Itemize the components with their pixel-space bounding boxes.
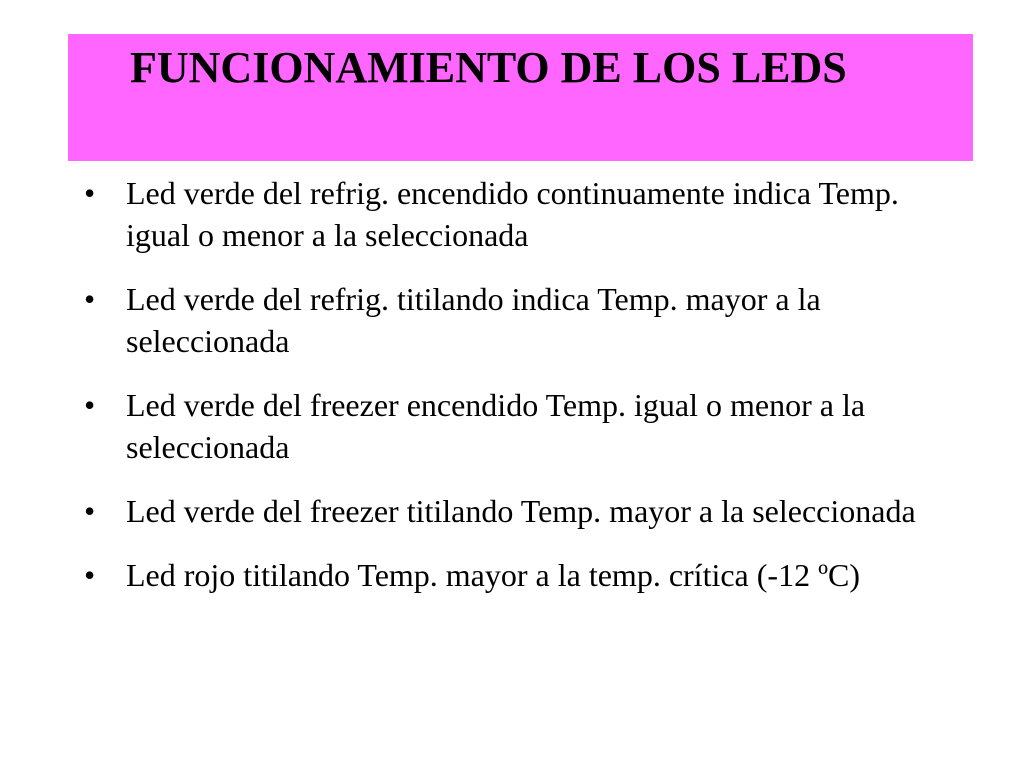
bullet-text: Led verde del freezer titilando Temp. mayor a la seleccionada xyxy=(126,493,916,529)
bullet-icon: • xyxy=(84,493,96,529)
bullet-text: Led verde del refrig. titilando indica Temp. mayor a la seleccionada xyxy=(126,281,821,359)
bullet-icon: • xyxy=(84,557,96,593)
bullet-item xyxy=(84,554,954,596)
bullet-text: Led verde del freezer encendido Temp. igual o menor a la seleccionada xyxy=(126,387,866,465)
bullet-item xyxy=(84,384,954,468)
bullet-icon: • xyxy=(84,387,96,423)
bullet-icon: • xyxy=(84,175,96,211)
bullet-item xyxy=(84,172,954,256)
title-band xyxy=(68,34,973,161)
bullet-item xyxy=(84,278,954,362)
bullet-text: Led verde del refrig. encendido continuamente indica Temp. igual o menor a la seleccionada xyxy=(126,175,899,253)
bullet-item xyxy=(84,490,954,532)
bullet-icon: • xyxy=(84,281,96,317)
bullet-list xyxy=(84,172,954,618)
bullet-text: Led rojo titilando Temp. mayor a la temp. crítica (-12 ºC) xyxy=(126,557,860,593)
slide-title: FUNCIONAMIENTO DE LOS LEDS xyxy=(130,43,847,92)
